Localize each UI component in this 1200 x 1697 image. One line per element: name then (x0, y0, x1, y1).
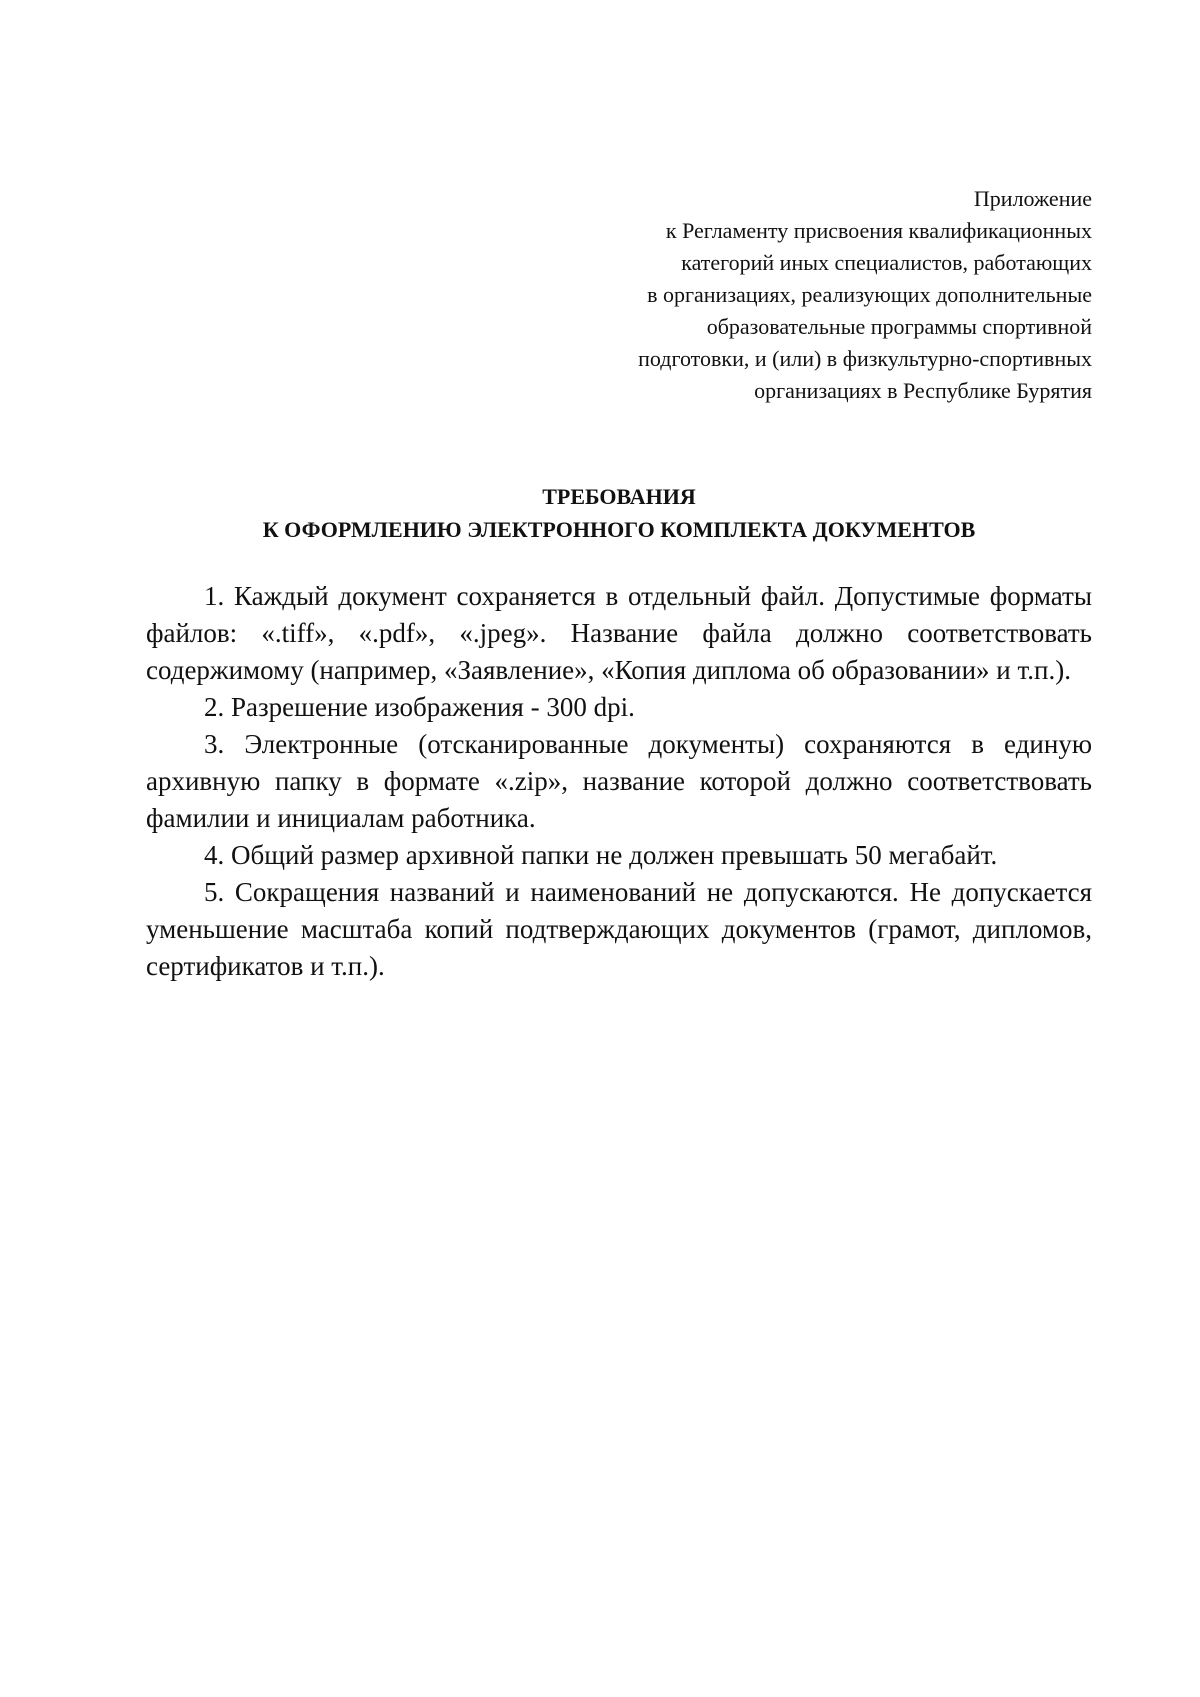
requirement-paragraph: 5. Сокращения названий и наименований не допускаются. Не допускается уменьшение масштаба копий подтверждающих документов (грамот, дипломов, сертификатов и т.п.). (146, 877, 1092, 981)
appendix-line: Приложение (973, 186, 1092, 211)
requirement-paragraph: 1. Каждый документ сохраняется в отдельный файл. Допустимые форматы файлов: «.tiff», «.pdf», «.jpeg». Название файла должно соответствовать содержимому (например, «Заявление», «Копия диплома об образовании» и т.п.). (146, 581, 1092, 685)
document-title (146, 480, 1092, 546)
requirement-paragraph: 3. Электронные (отсканированные документы) сохраняются в единую архивную папку в формате «.zip», название которой должно соответствовать фамилии и инициалам работника. (146, 729, 1092, 833)
appendix-line: к Регламенту присвоения квалификационных (665, 218, 1092, 243)
appendix-line: подготовки, и (или) в физкультурно-спортивных (638, 346, 1092, 371)
title-line-2: К ОФОРМЛЕНИЮ ЭЛЕКТРОННОГО КОМПЛЕКТА ДОКУМЕНТОВ (262, 517, 976, 542)
appendix-line: образовательные программы спортивной (706, 314, 1092, 339)
appendix-line: категорий иных специалистов, работающих (681, 250, 1092, 275)
requirement-paragraph: 2. Разрешение изображения - 300 dpi. (204, 692, 635, 722)
appendix-line: организациях в Республике Бурятия (754, 378, 1092, 403)
appendix-line: в организациях, реализующих дополнительные (647, 282, 1092, 307)
title-line-1: ТРЕБОВАНИЯ (542, 484, 696, 509)
requirement-paragraph: 4. Общий размер архивной папки не должен превышать 50 мегабайт. (204, 840, 998, 870)
appendix-header (532, 183, 1092, 407)
requirements-list (146, 578, 1092, 985)
